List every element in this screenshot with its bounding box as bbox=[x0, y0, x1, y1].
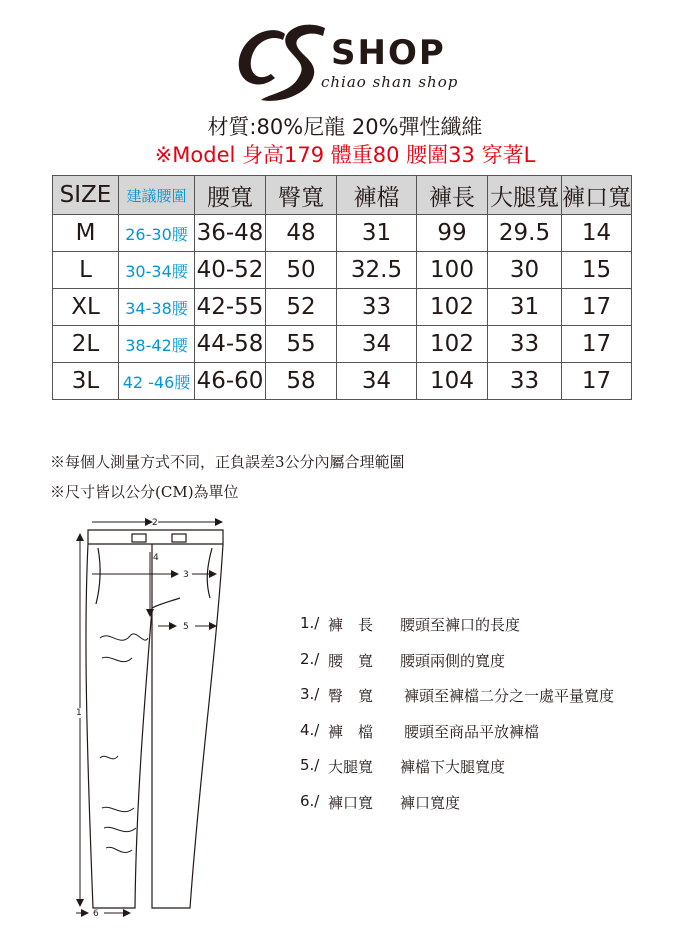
legend-desc: 褲頭至褲檔二分之一處平量寬度 bbox=[404, 687, 615, 705]
table-cell: 44-58 bbox=[195, 326, 266, 363]
diagram-label-5: 5 bbox=[183, 622, 189, 632]
legend-term: 褲口寬 bbox=[328, 793, 374, 812]
header-cell: SIZE bbox=[53, 176, 119, 215]
header-cell: 褲口寬 bbox=[562, 176, 632, 215]
brand-logo bbox=[233, 20, 459, 106]
table-cell: 102 bbox=[417, 289, 488, 326]
pants-outline bbox=[86, 530, 223, 908]
legend-num: 3./ bbox=[300, 685, 320, 703]
table-cell: 100 bbox=[417, 252, 488, 289]
legend-term: 褲 檔 bbox=[328, 722, 374, 741]
table-cell: 52 bbox=[266, 289, 337, 326]
legend-num: 4./ bbox=[300, 720, 320, 739]
waist-range-cell: 26-30腰 bbox=[119, 215, 195, 252]
model-info-line: ※Model 身高179 體重80 腰圍33 穿著L bbox=[154, 143, 536, 167]
legend-num: 5./ bbox=[300, 756, 320, 774]
table-cell: 33 bbox=[488, 363, 562, 400]
waist-range-cell: 38-42腰 bbox=[119, 326, 195, 363]
table-cell: 31 bbox=[337, 215, 417, 252]
waist-range-cell: 30-34腰 bbox=[119, 252, 195, 289]
table-cell: 50 bbox=[266, 252, 337, 289]
diagram-label-1: 1 bbox=[76, 708, 82, 718]
brand-name: SHOP bbox=[331, 33, 446, 73]
legend-term: 大腿寬 bbox=[328, 758, 374, 776]
table-cell: 36-48 bbox=[195, 215, 266, 252]
size-cell: 2L bbox=[53, 326, 119, 363]
table-cell: 104 bbox=[417, 363, 488, 400]
legend-desc: 腰頭兩側的寬度 bbox=[400, 651, 506, 670]
measurement-note: ※每個人測量方式不同，正負誤差3公分內屬合理範圍 bbox=[50, 453, 405, 471]
diagram-label-4: 4 bbox=[153, 553, 159, 563]
table-cell: 102 bbox=[417, 326, 488, 363]
table-cell: 17 bbox=[562, 363, 632, 400]
legend-desc: 褲口寬度 bbox=[400, 793, 461, 812]
cs-logo-mark bbox=[233, 20, 343, 106]
table-row bbox=[53, 215, 632, 252]
table-cell: 55 bbox=[266, 326, 337, 363]
size-table-header-row bbox=[53, 176, 632, 215]
header-cell: 建議腰圍 bbox=[119, 176, 195, 215]
table-row bbox=[53, 252, 632, 289]
legend-desc: 腰頭至商品平放褲檔 bbox=[404, 722, 540, 741]
size-cell: XL bbox=[53, 289, 119, 326]
legend-num: 6./ bbox=[300, 791, 320, 810]
pants-diagram bbox=[40, 508, 240, 933]
table-cell: 14 bbox=[562, 215, 632, 252]
waist-range-cell: 42 -46腰 bbox=[119, 363, 195, 400]
legend-term: 褲 長 bbox=[328, 616, 374, 634]
size-cell: L bbox=[53, 252, 119, 289]
measure-arrows bbox=[76, 522, 222, 913]
table-cell: 48 bbox=[266, 215, 337, 252]
table-cell: 34 bbox=[337, 326, 417, 363]
legend-term: 腰 寬 bbox=[328, 651, 374, 670]
table-row bbox=[53, 326, 632, 363]
brand-tagline: chiao shan shop bbox=[321, 73, 459, 91]
table-cell: 17 bbox=[562, 326, 632, 363]
table-row bbox=[53, 289, 632, 326]
unit-note: ※尺寸皆以公分(CM)為單位 bbox=[50, 483, 239, 501]
header-cell: 腰寬 bbox=[195, 176, 266, 215]
diagram-label-3: 3 bbox=[183, 570, 189, 580]
size-table bbox=[52, 175, 632, 400]
table-cell: 58 bbox=[266, 363, 337, 400]
table-row bbox=[53, 363, 632, 400]
header-cell: 臀寬 bbox=[266, 176, 337, 215]
table-cell: 42-55 bbox=[195, 289, 266, 326]
legend-term: 臀 寬 bbox=[328, 687, 374, 705]
material-line: 材質:80%尼龍 20%彈性纖維 bbox=[207, 115, 483, 139]
table-cell: 34 bbox=[337, 363, 417, 400]
legend-num: 1./ bbox=[300, 614, 320, 632]
table-cell: 99 bbox=[417, 215, 488, 252]
table-cell: 32.5 bbox=[337, 252, 417, 289]
table-cell: 33 bbox=[488, 326, 562, 363]
legend-desc: 褲檔下大腿寬度 bbox=[400, 758, 506, 776]
legend-desc: 腰頭至褲口的長度 bbox=[400, 616, 521, 634]
header-cell: 褲檔 bbox=[337, 176, 417, 215]
header-cell: 大腿寬 bbox=[488, 176, 562, 215]
table-cell: 40-52 bbox=[195, 252, 266, 289]
table-cell: 33 bbox=[337, 289, 417, 326]
table-cell: 46-60 bbox=[195, 363, 266, 400]
table-cell: 30 bbox=[488, 252, 562, 289]
pants-pattern bbox=[100, 634, 148, 853]
size-cell: M bbox=[53, 215, 119, 252]
waist-range-cell: 34-38腰 bbox=[119, 289, 195, 326]
table-cell: 29.5 bbox=[488, 215, 562, 252]
header-cell: 褲長 bbox=[417, 176, 488, 215]
table-cell: 17 bbox=[562, 289, 632, 326]
table-cell: 31 bbox=[488, 289, 562, 326]
legend-num: 2./ bbox=[300, 649, 320, 668]
diagram-label-6: 6 bbox=[93, 909, 99, 919]
table-cell: 15 bbox=[562, 252, 632, 289]
diagram-label-2: 2 bbox=[152, 518, 158, 528]
size-cell: 3L bbox=[53, 363, 119, 400]
